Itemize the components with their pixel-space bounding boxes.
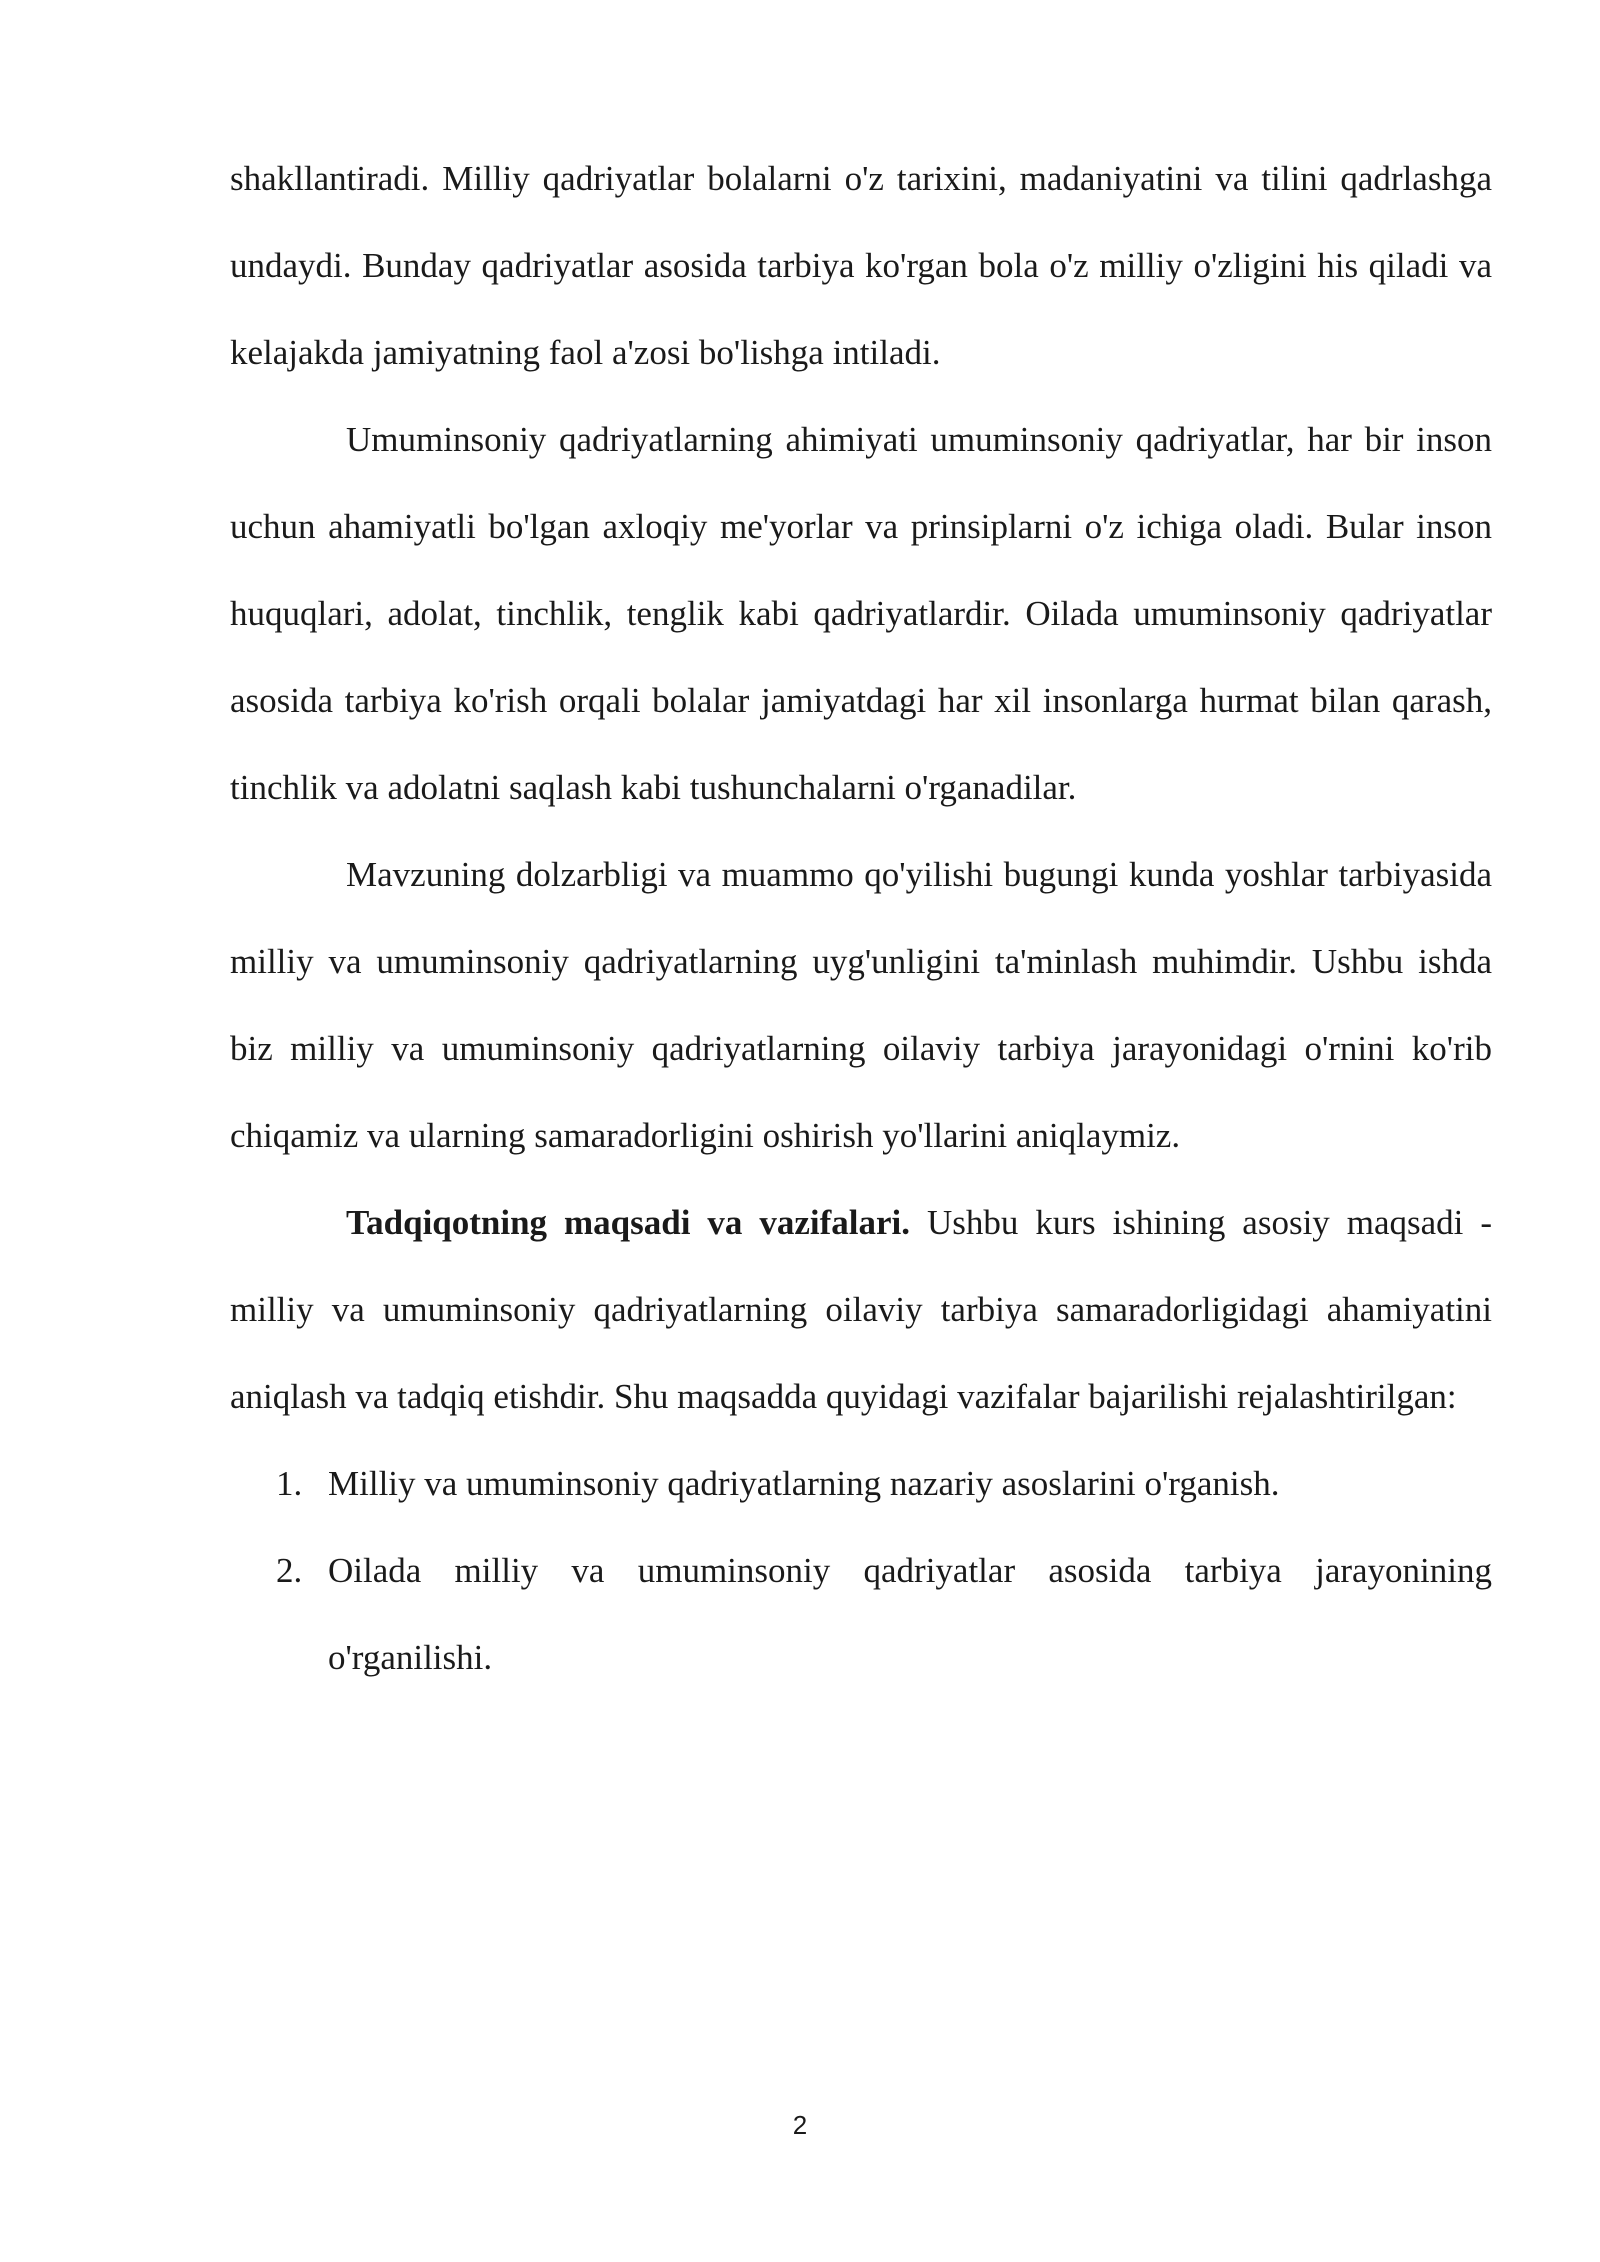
- list-item: [230, 1527, 1492, 1701]
- page-number: 2: [792, 2110, 808, 2140]
- paragraph-research-goals: [230, 1179, 1492, 1440]
- list-item-number: 1.: [276, 1464, 303, 1503]
- list-item-text: Oilada milliy va umuminsoniy qadriyatlar asosida tarbiya jarayonining o'rganilishi.: [328, 1551, 1492, 1677]
- page-body: [230, 135, 1492, 1701]
- research-goals-heading: Tadqiqotning maqsadi va vazifalari.: [346, 1203, 911, 1242]
- paragraph-universal-values: Umuminsoniy qadriyatlarning ahimiyati umuminsoniy qadriyatlar, har bir inson uchun ahamiyatli bo'lgan axloqiy me'yorlar va prinsiplarni o'z ichiga oladi. Bular inson huquqlari, adolat, tinchlik, tenglik kabi qadriyatlardir. Oilada umuminsoniy qadriyatlar asosida tarbiya ko'rish orqali bolalar jamiyatdagi har xil insonlarga hurmat bilan qarash, tinchlik va adolatni saqlash kabi tushunchalarni o'rganadilar.: [230, 420, 1492, 807]
- list-item: [230, 1440, 1492, 1527]
- paragraph-continuation: shakllantiradi. Milliy qadriyatlar bolalarni o'z tarixini, madaniyatini va tilini qadrlashga undaydi. Bunday qadriyatlar asosida tarbiya ko'rgan bola o'z milliy o'zligini his qiladi va kelajakda jamiyatning faol a'zosi bo'lishga intiladi.: [230, 159, 1492, 372]
- list-item-number: 2.: [276, 1551, 303, 1590]
- research-goals-text: Ushbu kurs ishining asosiy maqsadi - milliy va umuminsoniy qadriyatlarning oilaviy tarbiya samaradorligidagi ahamiyatini aniqlash va tadqiq etishdir. Shu maqsadda quyidagi vazifalar bajarilishi rejalashtirilgan:: [230, 1203, 1493, 1416]
- list-item-text: Milliy va umuminsoniy qadriyatlarning nazariy asoslarini o'rganish.: [328, 1464, 1280, 1503]
- tasks-list: [230, 1440, 1492, 1701]
- paragraph-topic-relevance: Mavzuning dolzarbligi va muammo qo'yilishi bugungi kunda yoshlar tarbiyasida milliy va umuminsoniy qadriyatlarning uyg'unligini ta'minlash muhimdir. Ushbu ishda biz milliy va umuminsoniy qadriyatlarning oilaviy tarbiya jarayonidagi o'rnini ko'rib chiqamiz va ularning samaradorligini oshirish yo'llarini aniqlaymiz.: [230, 855, 1492, 1155]
